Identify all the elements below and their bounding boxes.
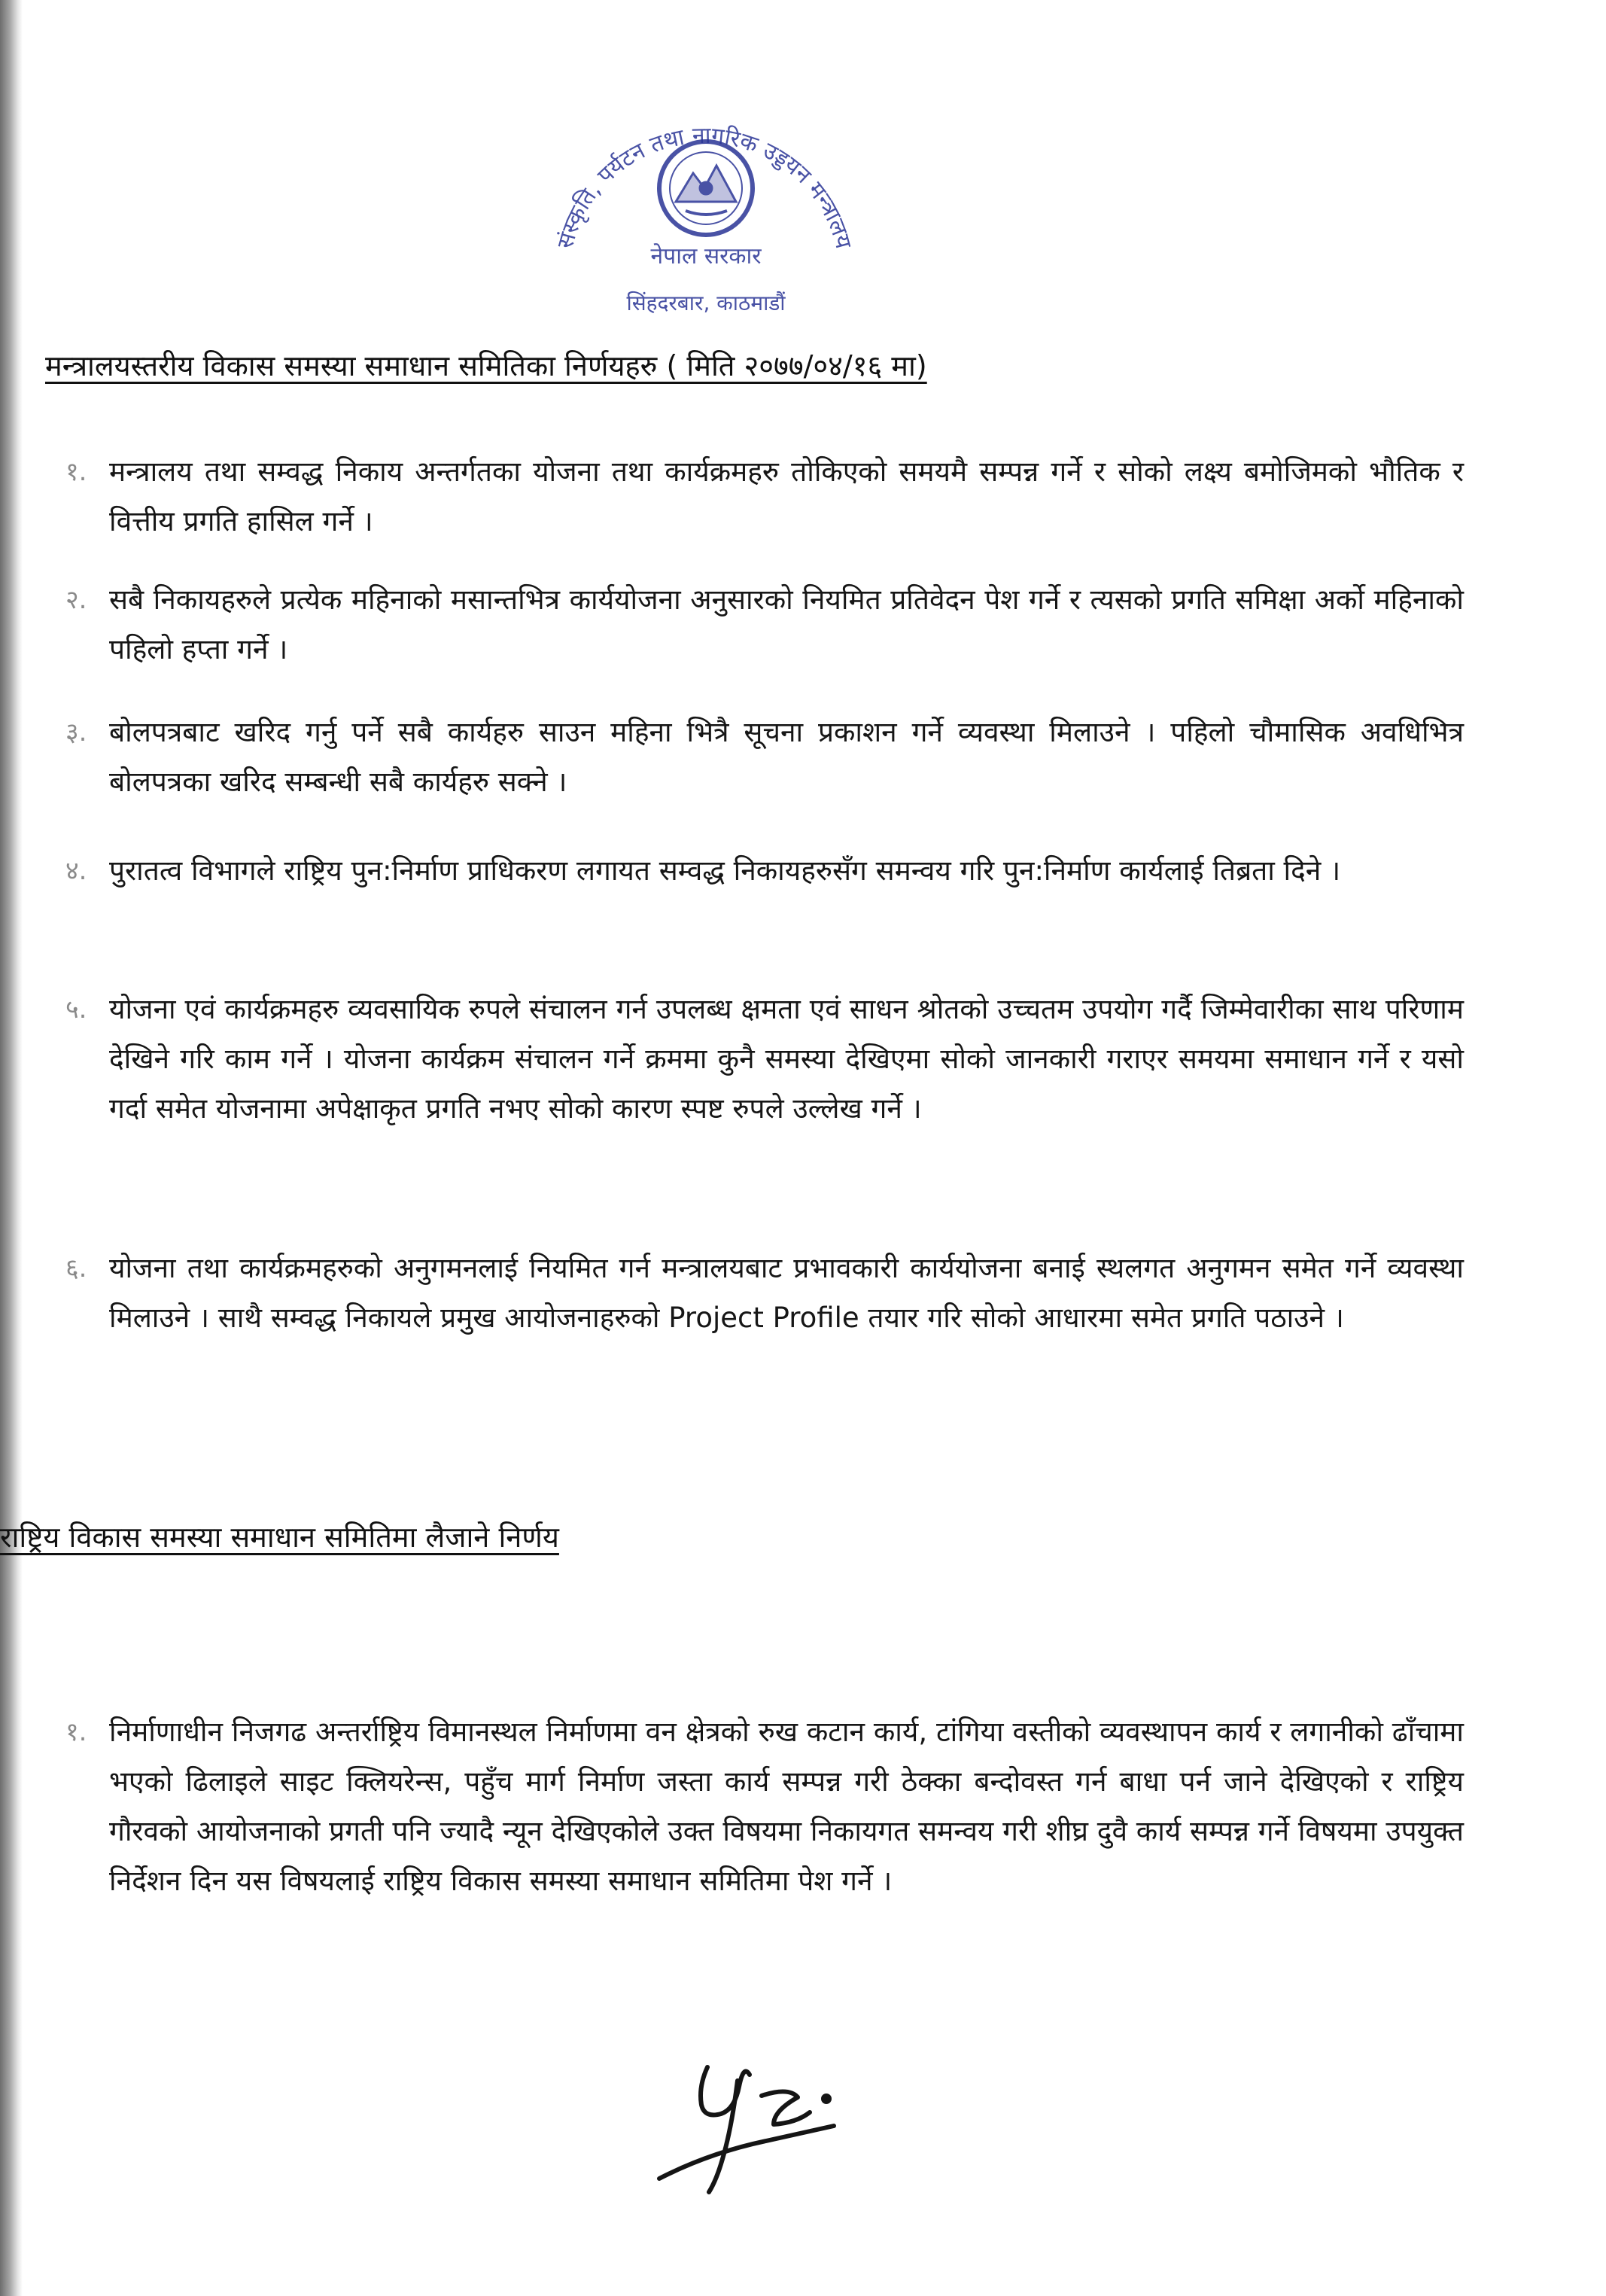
seal-ring-text: संस्कृति, पर्यटन तथा नागरिक उड्डयन मन्त्रालय [552,122,857,251]
decision-text: योजना तथा कार्यक्रमहरुको अनुगमनलाई नियमित गर्न मन्त्रालयबाट प्रभावकारी कार्ययोजना बनाई स्थलगत अनुगमन समेत गर्ने व्यवस्था मिलाउने । साथै सम्वद्ध निकायले प्रमुख आयोजनाहरुको Project Profile तयार गरि सोको आधारमा समेत प्रगति पठाउने । [109,1252,1464,1334]
decision-number: ३. [65,717,87,748]
seal-location-text: सिंहदरबार, काठमाडौं [626,291,786,315]
decision-number: ४. [65,856,87,886]
scan-shadow-edge [0,0,23,2296]
decision-item-4 [65,846,1464,896]
decision-number: २. [65,585,87,615]
ministry-seal-stamp [546,113,862,339]
seal-center-text: नेपाल सरकार [650,243,762,269]
decision-number: १. [65,1717,87,1747]
decision-number: १. [65,457,87,487]
decision-text: पुरातत्व विभागले राष्ट्रिय पुन:निर्माण प्राधिकरण लगायत सम्वद्ध निकायहरुसँग समन्वय गरि पुन:निर्माण कार्यलाई तिब्रता दिने । [109,854,1341,887]
section-heading-ministry-decisions: मन्त्रालयस्तरीय विकास समस्या समाधान समितिका निर्णयहरु ( मिति २०७७/०४/१६ मा) [45,349,927,382]
decision-number: ६. [65,1253,87,1284]
decision-item-2 [65,575,1464,674]
referral-decision-item-1 [65,1707,1464,1906]
decision-item-5 [65,985,1464,1134]
decision-text: सबै निकायहरुले प्रत्येक महिनाको मसान्तभित्र कार्ययोजना अनुसारको नियमित प्रतिवेदन पेश गर्ने र त्यसको प्रगति समिक्षा अर्को महिनाको पहिलो हप्ता गर्ने । [109,583,1464,665]
handwritten-signature [649,2054,874,2204]
decision-item-3 [65,708,1464,807]
decision-text: निर्माणाधीन निजगढ अन्तर्राष्ट्रिय विमानस्थल निर्माणमा वन क्षेत्रको रुख कटान कार्य, टांगिया वस्तीको व्यवस्थापन कार्य र लगानीको ढाँचामा भएको ढिलाइले साइट क्लियरेन्स, पहुँच मार्ग निर्माण जस्ता कार्य सम्पन्न गरी ठेक्का बन्दोवस्त गर्न बाधा पर्न जाने देखिएको र राष्ट्रिय गौरवको आयोजनाको प्रगती पनि ज्यादै न्यून देखिएकोले उक्त विषयमा निकायगत समन्वय गरी शीघ्र दुवै कार्य सम्पन्न गर्ने विषयमा उपयुक्त निर्देशन दिन यस विषयलाई राष्ट्रिय विकास समस्या समाधान समितिमा पेश गर्ने । [109,1716,1464,1897]
decision-text: योजना एवं कार्यक्रमहरु व्यवसायिक रुपले संचालन गर्न उपलब्ध क्षमता एवं साधन श्रोतको उच्चतम उपयोग गर्दै जिम्मेवारीका साथ परिणाम देखिने गरि काम गर्ने । योजना कार्यक्रम संचालन गर्ने क्रममा कुनै समस्या देखिएमा सोको जानकारी गराएर समयमा समाधान गर्ने र यसो गर्दा समेत योजनामा अपेक्षाकृत प्रगति नभए सोको कारण स्पष्ट रुपले उल्लेख गर्ने । [109,993,1464,1125]
decision-text: बोलपत्रबाट खरिद गर्नु पर्ने सबै कार्यहरु साउन महिना भित्रै सूचना प्रकाशन गर्ने व्यवस्था मिलाउने । पहिलो चौमासिक अवधिभित्र बोलपत्रका खरिद सम्बन्धी सबै कार्यहरु सक्ने । [109,716,1464,798]
decision-number: ५. [65,994,87,1025]
decision-text: मन्त्रालय तथा सम्वद्ध निकाय अन्तर्गतका योजना तथा कार्यक्रमहरु तोकिएको समयमै सम्पन्न गर्ने र सोको लक्ष्य बमोजिमको भौतिक र वित्तीय प्रगति हासिल गर्ने । [109,455,1465,537]
decision-item-1 [65,447,1465,547]
section-heading-national-committee: राष्ट्रिय विकास समस्या समाधान समितिमा लैजाने निर्णय [0,1521,559,1554]
decision-item-6 [65,1244,1464,1343]
